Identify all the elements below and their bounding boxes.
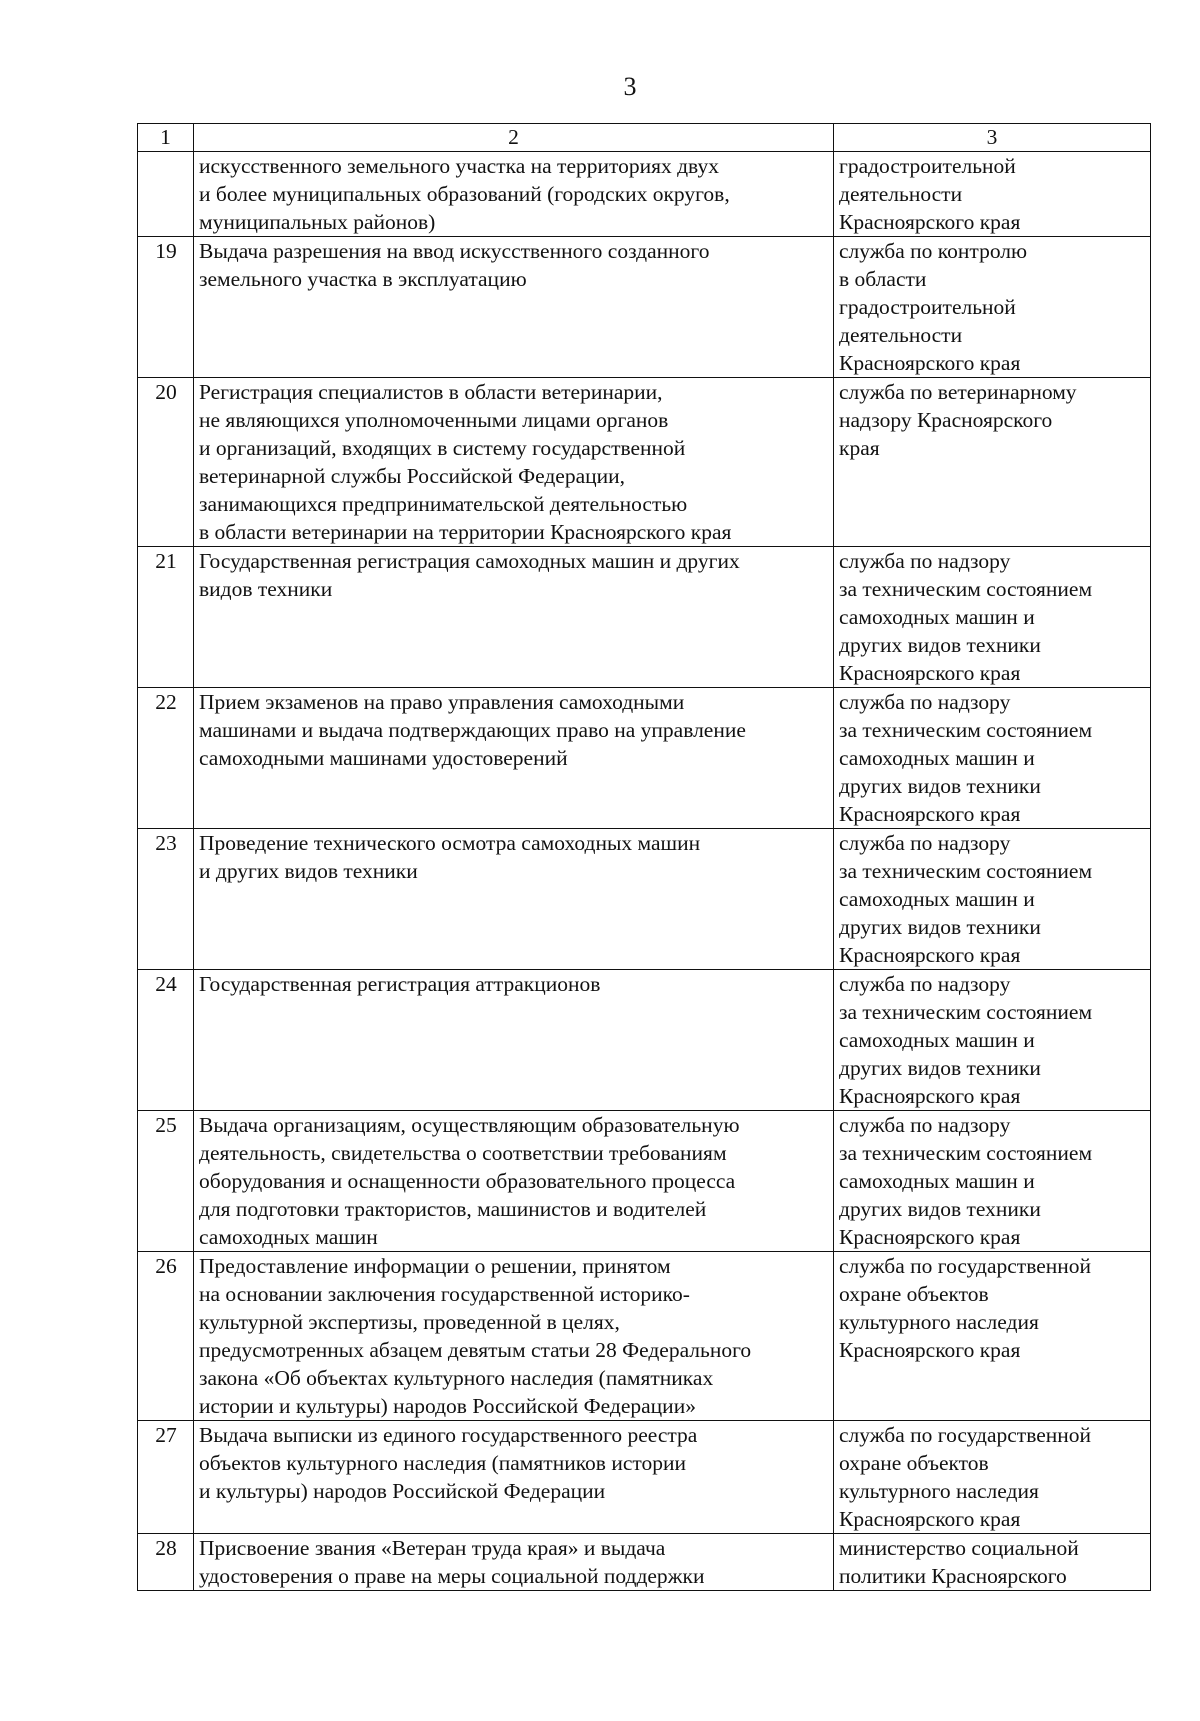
service-name: Государственная регистрация самоходных машин и других видов техники bbox=[194, 547, 834, 688]
row-number: 21 bbox=[138, 547, 194, 688]
service-name: Прием экзаменов на право управления самоходными машинами и выдача подтверждающих право на управление самоходными машинами удостоверений bbox=[194, 688, 834, 829]
responsible-organization: служба по государственной охране объектов культурного наследия Красноярского края bbox=[834, 1421, 1151, 1534]
services-table bbox=[137, 123, 1151, 1591]
table-row bbox=[138, 1111, 1151, 1252]
responsible-organization: служба по надзору за техническим состоянием самоходных машин и других видов техники Красноярского края bbox=[834, 970, 1151, 1111]
responsible-organization: служба по государственной охране объектов культурного наследия Красноярского края bbox=[834, 1252, 1151, 1421]
row-number: 19 bbox=[138, 237, 194, 378]
row-number: 28 bbox=[138, 1534, 194, 1591]
service-name: Государственная регистрация аттракционов bbox=[194, 970, 834, 1111]
responsible-organization: служба по надзору за техническим состоянием самоходных машин и других видов техники Красноярского края bbox=[834, 688, 1151, 829]
table-row bbox=[138, 1534, 1151, 1591]
page-number: 3 bbox=[623, 72, 637, 101]
service-name: Предоставление информации о решении, принятом на основании заключения государственной историко- культурной экспертизы, проведенной в целях, предусмотренных абзацем девятым статьи 28 Федерального закона «Об объектах культурного наследия (памятниках истории и культуры) народов Российской Федерации» bbox=[194, 1252, 834, 1421]
column-header-organization: 3 bbox=[834, 124, 1151, 152]
row-number: 23 bbox=[138, 829, 194, 970]
row-number: 22 bbox=[138, 688, 194, 829]
responsible-organization: градостроительной деятельности Красноярского края bbox=[834, 152, 1151, 237]
row-number: 24 bbox=[138, 970, 194, 1111]
service-name: искусственного земельного участка на территориях двух и более муниципальных образований (городских округов, муниципальных районов) bbox=[194, 152, 834, 237]
service-name: Выдача организациям, осуществляющим образовательную деятельность, свидетельства о соответствии требованиям оборудования и оснащенности образовательного процесса для подготовки трактористов, машинистов и водителей самоходных машин bbox=[194, 1111, 834, 1252]
column-header-service: 2 bbox=[194, 124, 834, 152]
table-row bbox=[138, 547, 1151, 688]
service-name: Проведение технического осмотра самоходных машин и других видов техники bbox=[194, 829, 834, 970]
table-row bbox=[138, 378, 1151, 547]
responsible-organization: служба по ветеринарному надзору Красноярского края bbox=[834, 378, 1151, 547]
row-number: 26 bbox=[138, 1252, 194, 1421]
row-number: 20 bbox=[138, 378, 194, 547]
service-name: Выдача разрешения на ввод искусственного созданного земельного участка в эксплуатацию bbox=[194, 237, 834, 378]
table-header-row bbox=[138, 124, 1151, 152]
table-row bbox=[138, 970, 1151, 1111]
responsible-organization: служба по надзору за техническим состоянием самоходных машин и других видов техники Красноярского края bbox=[834, 547, 1151, 688]
table-row bbox=[138, 829, 1151, 970]
responsible-organization: служба по контролю в области градостроительной деятельности Красноярского края bbox=[834, 237, 1151, 378]
row-number: 27 bbox=[138, 1421, 194, 1534]
table-row bbox=[138, 152, 1151, 237]
service-name: Выдача выписки из единого государственного реестра объектов культурного наследия (памятников истории и культуры) народов Российской Федерации bbox=[194, 1421, 834, 1534]
column-header-number: 1 bbox=[138, 124, 194, 152]
table-row bbox=[138, 1421, 1151, 1534]
table-row bbox=[138, 1252, 1151, 1421]
service-name: Присвоение звания «Ветеран труда края» и выдача удостоверения о праве на меры социальной поддержки bbox=[194, 1534, 834, 1591]
table-row bbox=[138, 688, 1151, 829]
row-number: 25 bbox=[138, 1111, 194, 1252]
table-row bbox=[138, 237, 1151, 378]
responsible-organization: министерство социальной политики Красноярского bbox=[834, 1534, 1151, 1591]
row-number bbox=[138, 152, 194, 237]
service-name: Регистрация специалистов в области ветеринарии, не являющихся уполномоченными лицами органов и организаций, входящих в систему государственной ветеринарной службы Российской Федерации, занимающихся предпринимательской деятельностью в области ветеринарии на территории Красноярского края bbox=[194, 378, 834, 547]
responsible-organization: служба по надзору за техническим состоянием самоходных машин и других видов техники Красноярского края bbox=[834, 829, 1151, 970]
responsible-organization: служба по надзору за техническим состоянием самоходных машин и других видов техники Красноярского края bbox=[834, 1111, 1151, 1252]
